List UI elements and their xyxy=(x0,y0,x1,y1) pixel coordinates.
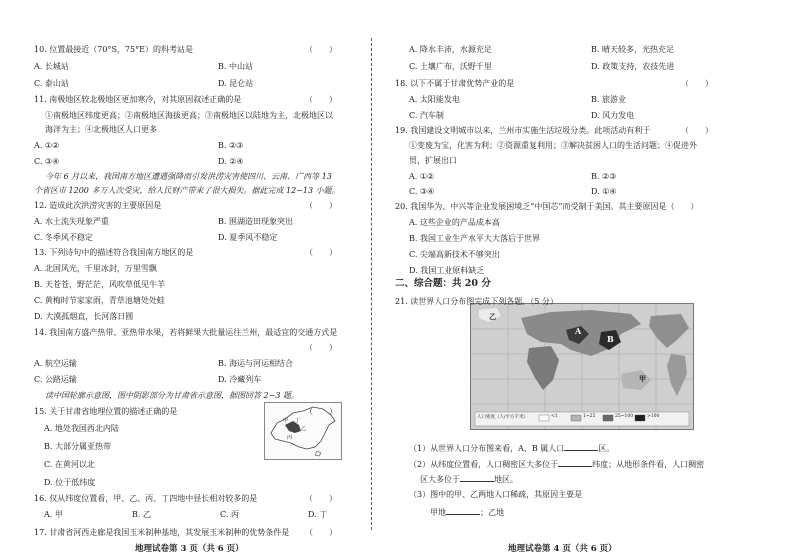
right-text-line: A. ①② xyxy=(409,172,435,181)
right-text-line: C. 土壤广布，沃野千里 xyxy=(409,62,492,71)
left-text-line: A. 甲 xyxy=(44,510,63,519)
right-text-line: （ ） xyxy=(681,126,713,135)
left-text-line: （ ） xyxy=(305,407,337,416)
left-text-line: 读中国轮廓示意图，图中阴影部分为甘肃省示意图，据图回答 2~3 题。 xyxy=(45,391,299,400)
left-text-line: A. 航空运输 xyxy=(34,359,77,368)
left-text-line: C. 冬季风不稳定 xyxy=(34,233,93,242)
left-text-line: B. 围湖造田现象突出 xyxy=(218,217,293,226)
page-4-footer: 地理试卷第 4 页（共 6 页） xyxy=(508,544,617,554)
right-text-line: 18. 以下不属于甘肃优势产业的是 xyxy=(395,79,515,88)
left-text-line: D. 位于低纬度 xyxy=(44,478,96,487)
left-text-line: C. ③④ xyxy=(34,157,60,166)
left-text-line: （ ） xyxy=(305,343,337,352)
right-text-line: C. 汽车制 xyxy=(409,111,444,120)
left-text-line: （ ） xyxy=(305,201,337,210)
right-text-line: 甲地 ；乙地 xyxy=(430,508,504,517)
map-label-yi: 乙 xyxy=(489,312,496,321)
left-text-line: 17. 甘肃省河西走廊是我国玉米制种基地，其发展玉米制种的优势条件是 xyxy=(34,528,290,537)
right-text-line: D. 政策支持，农技先进 xyxy=(591,62,675,71)
map-legend-value-4: >100 xyxy=(647,414,660,419)
left-text-line: C. 丙 xyxy=(220,510,239,519)
right-text-line: ①变废为宝，化害为利；②资源重复利用；③解决贫困人口的生活问题；④促进外 xyxy=(409,141,697,150)
left-text-line: C. 泰山站 xyxy=(34,79,69,88)
left-text-line: 12. 造成此次洪涝灾害的主要原因是 xyxy=(34,201,162,210)
left-text-line: A. 长城站 xyxy=(34,62,69,71)
left-text-line: （ ） xyxy=(305,528,337,537)
left-text-line: A. 地处我国西北内陆 xyxy=(44,424,119,433)
left-text-line: B. 大部分属亚热带 xyxy=(44,442,111,451)
map-legend-value-1: <1 xyxy=(551,414,558,419)
left-text-line: （ ） xyxy=(305,248,337,257)
right-text-line: A. 这些企业的产品成本高 xyxy=(409,218,500,227)
left-text-line: （ ） xyxy=(305,95,337,104)
right-text-line: D. ①④ xyxy=(591,187,617,196)
page-divider xyxy=(371,38,372,530)
right-text-line: C. 尖端高新技术不够突出 xyxy=(409,250,500,259)
left-text-line: B. 天苍苍，野茫茫，风吹草低见牛羊 xyxy=(34,280,165,289)
left-text-line: D. 冷藏列车 xyxy=(218,375,262,384)
answer-blank[interactable] xyxy=(460,473,494,482)
left-text-line: A. ①② xyxy=(34,141,60,150)
right-text-line: （2）从纬度位置看，人口稠密区大多位于 纬度；从地形条件看，人口稠密 xyxy=(409,460,705,469)
left-text-line: C. 公路运输 xyxy=(34,375,77,384)
left-text-line: B. 海运与河运相结合 xyxy=(218,359,293,368)
map-legend-value-2: 1~25 xyxy=(583,414,596,419)
china-map-label-bing: 丙 xyxy=(287,435,293,441)
right-text-line: C. ③④ xyxy=(409,187,435,196)
map-legend-title: 人口密度（人/平方千米） xyxy=(477,415,529,420)
china-map-label-jia: 甲 xyxy=(283,418,289,424)
section-title-comprehensive: 二、综合题：共 20 分 xyxy=(395,278,491,289)
answer-blank[interactable] xyxy=(558,458,592,467)
left-text-line: （ ） xyxy=(305,494,337,503)
right-text-line: （ ） xyxy=(681,79,713,88)
right-text-line: B. 晴天较多，光热充足 xyxy=(591,45,674,54)
answer-blank[interactable] xyxy=(564,442,598,451)
right-text-line: 21. 读世界人口分布图完成下列各题。（5 分） xyxy=(395,297,558,306)
left-text-line: D. 昆仑站 xyxy=(218,79,254,88)
left-text-line: B. 中山站 xyxy=(218,62,253,71)
left-text-line: D. 夏季风不稳定 xyxy=(218,233,278,242)
map-label-b: B xyxy=(607,334,614,344)
right-text-line: B. 旅游业 xyxy=(591,95,626,104)
right-text-line: B. 我国工业生产水平大大落后于世界 xyxy=(409,234,540,243)
right-text-line: 19. 我国建设文明城市以来，兰州市实施生活垃圾分类。此项活动有利于 xyxy=(395,126,651,135)
right-text-line: （3）图中的甲、乙两地人口稀疏，其原因主要是 xyxy=(409,490,583,499)
left-text-line: B. ②③ xyxy=(218,141,244,150)
left-text-line: 11. 南极地区较北极地区更加寒冷，对其原因叙述正确的是 xyxy=(34,95,242,104)
china-map-label-yi: 乙 xyxy=(301,426,307,432)
left-text-line: 个省区市 1200 多万人次受灾，给人民财产带来了很大损失。据此完成 12~13 小题。 xyxy=(34,186,340,195)
right-text-line: 区大多位于 地区。 xyxy=(420,475,518,484)
left-text-line: 13. 下列诗句中的描述符合我国南方地区的是 xyxy=(34,248,194,257)
right-text-line: A. 降水丰沛，水源充足 xyxy=(409,45,492,54)
answer-blank[interactable] xyxy=(446,506,480,515)
right-text-line: 20. 我国华为、中兴等企业发展困境乏“中国芯”而受制于美国。其主要原因是（ ） xyxy=(395,202,699,211)
left-text-line: 14. 我国南方盛产热带、亚热带水果，若将鲜果大批量运往兰州，最适宜的交通方式是 xyxy=(34,328,338,337)
map-legend-value-3: 25~100 xyxy=(615,414,634,419)
right-text-line: D. 风力发电 xyxy=(591,111,635,120)
left-text-line: （ ） xyxy=(305,45,337,54)
left-text-line: A. 水土流失现象严重 xyxy=(34,217,109,226)
left-text-line: B. 乙 xyxy=(132,510,151,519)
right-text-line: A. 太阳能发电 xyxy=(409,95,460,104)
left-text-line: C. 在黄河以北 xyxy=(44,460,95,469)
right-text-line: D. 我国工业原料缺乏 xyxy=(409,266,485,275)
left-text-line: ①南极地区纬度更高；②南极地区海拔更高；③南极地区以陆地为主，北极地区以 xyxy=(45,111,333,120)
left-text-line: D. 大漠孤烟直，长河落日圆 xyxy=(34,312,134,321)
right-text-line: B. ②③ xyxy=(591,172,617,181)
left-text-line: D. ②④ xyxy=(218,157,244,166)
right-text-line: （1）从世界人口分布图来看，A、B 属人口 区。 xyxy=(409,444,615,453)
left-text-line: 10. 位置最接近（70°S，75°E）的科考站是 xyxy=(34,45,193,54)
left-text-line: 今年 6 月以来，我国南方地区遭遇强降雨引发洪涝灾害使四川、云南、广西等 13 xyxy=(45,172,332,181)
left-text-line: 15. 关于甘肃省地理位置的描述正确的是 xyxy=(34,407,178,416)
left-text-line: A. 北国风光，千里冰封，万里雪飘 xyxy=(34,264,157,273)
left-text-line: 海洋为主；④北极地区人口更多 xyxy=(45,125,157,134)
left-text-line: D. 丁 xyxy=(308,510,328,519)
right-text-line: 贸，扩展出口 xyxy=(409,156,457,165)
china-map-label-ding: 丁 xyxy=(295,418,301,424)
map-label-jia: 甲 xyxy=(639,374,646,383)
left-text-line: 16. 仅从纬度位置看，甲、乙、丙、丁四地中昼长相对较多的是 xyxy=(34,494,258,503)
map-label-a: A xyxy=(575,326,582,336)
page-3-footer: 地理试卷第 3 页（共 6 页） xyxy=(135,544,244,554)
left-text-line: C. 黄梅时节家家雨，青草池塘处处蛙 xyxy=(34,296,165,305)
world-population-map xyxy=(470,303,694,430)
